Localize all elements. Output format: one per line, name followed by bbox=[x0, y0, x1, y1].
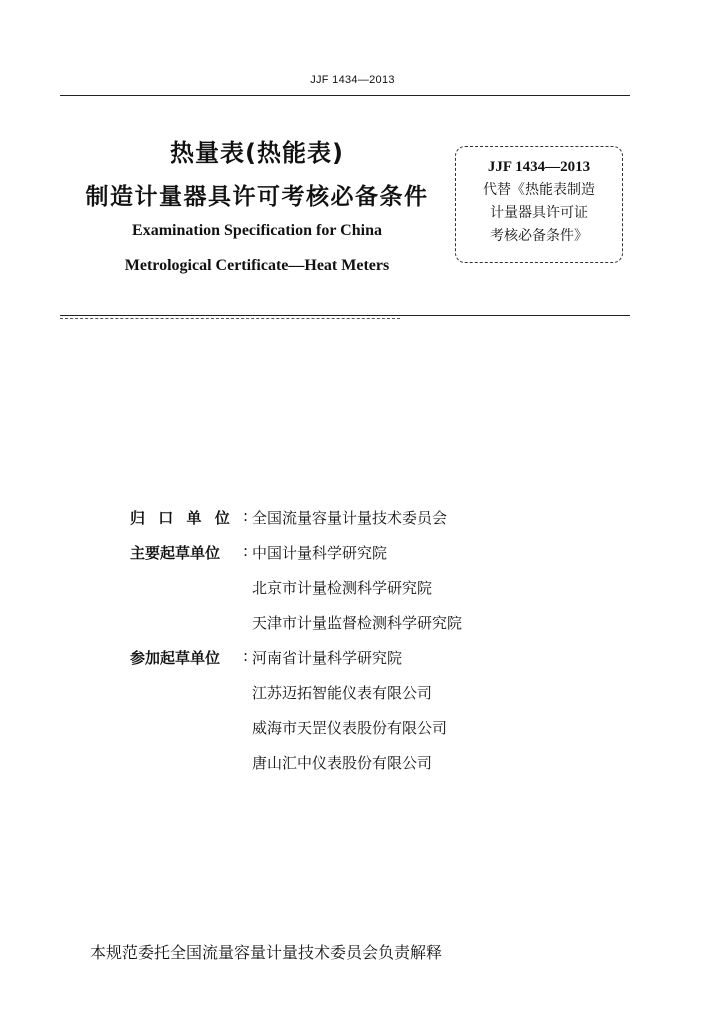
unit-value: 威海市天罡仪表股份有限公司 bbox=[252, 719, 448, 737]
interpretation-note: 本规范委托全国流量容量计量技术委员会负责解释 bbox=[90, 943, 443, 962]
unit-row-main-drafting bbox=[130, 535, 462, 570]
label-text: 参加起草单位 bbox=[130, 649, 221, 667]
label-char: 单 bbox=[186, 509, 202, 527]
title-separator-dashes bbox=[60, 318, 400, 319]
unit-label-responsible bbox=[130, 507, 248, 528]
label-text: 主要起草单位 bbox=[130, 544, 221, 562]
unit-value: 唐山汇中仪表股份有限公司 bbox=[252, 754, 433, 772]
unit-row-continued bbox=[130, 570, 462, 605]
unit-row-participating bbox=[130, 640, 462, 675]
unit-row-continued bbox=[130, 710, 462, 745]
title-zh-line1: 热量表(热能表) bbox=[170, 139, 344, 167]
unit-value: 江苏迈拓智能仪表有限公司 bbox=[252, 684, 433, 702]
unit-row-continued bbox=[130, 745, 462, 780]
replacement-code: JJF 1434—2013 bbox=[487, 159, 591, 175]
unit-row-responsible bbox=[130, 500, 462, 535]
unit-value: 天津市计量监督检测科学研究院 bbox=[252, 614, 463, 632]
title-en-line2: Metrological Certificate—Heat Meters bbox=[124, 257, 390, 274]
unit-row-continued bbox=[130, 675, 462, 710]
label-char: 位 bbox=[214, 509, 230, 527]
unit-value: 中国计量科学研究院 bbox=[252, 544, 388, 562]
replacement-line3: 考核必备条件》 bbox=[490, 228, 588, 244]
unit-label-main-drafting bbox=[130, 542, 248, 563]
title-en-line1: Examination Specification for China bbox=[132, 222, 382, 239]
header-standard-code: JJF 1434—2013 bbox=[310, 74, 395, 86]
label-char: 口 bbox=[158, 509, 174, 527]
header-rule bbox=[60, 95, 630, 96]
unit-label-participating bbox=[130, 647, 248, 668]
label-char: 归 bbox=[130, 509, 146, 527]
unit-value: 北京市计量检测科学研究院 bbox=[252, 579, 433, 597]
replacement-line2: 计量器具许可证 bbox=[490, 205, 588, 221]
label-colon: : bbox=[242, 507, 248, 525]
unit-value: 河南省计量科学研究院 bbox=[252, 649, 403, 667]
unit-value: 全国流量容量计量技术委员会 bbox=[252, 509, 448, 527]
title-separator-rule bbox=[60, 315, 630, 316]
title-zh-line2: 制造计量器具许可考核必备条件 bbox=[85, 184, 429, 210]
drafting-units-list bbox=[130, 500, 462, 780]
replacement-line1: 代替《热能表制造 bbox=[483, 182, 595, 198]
label-colon: : bbox=[242, 542, 248, 560]
replacement-notice-box bbox=[455, 146, 623, 263]
unit-row-continued bbox=[130, 605, 462, 640]
label-colon: : bbox=[242, 647, 248, 665]
